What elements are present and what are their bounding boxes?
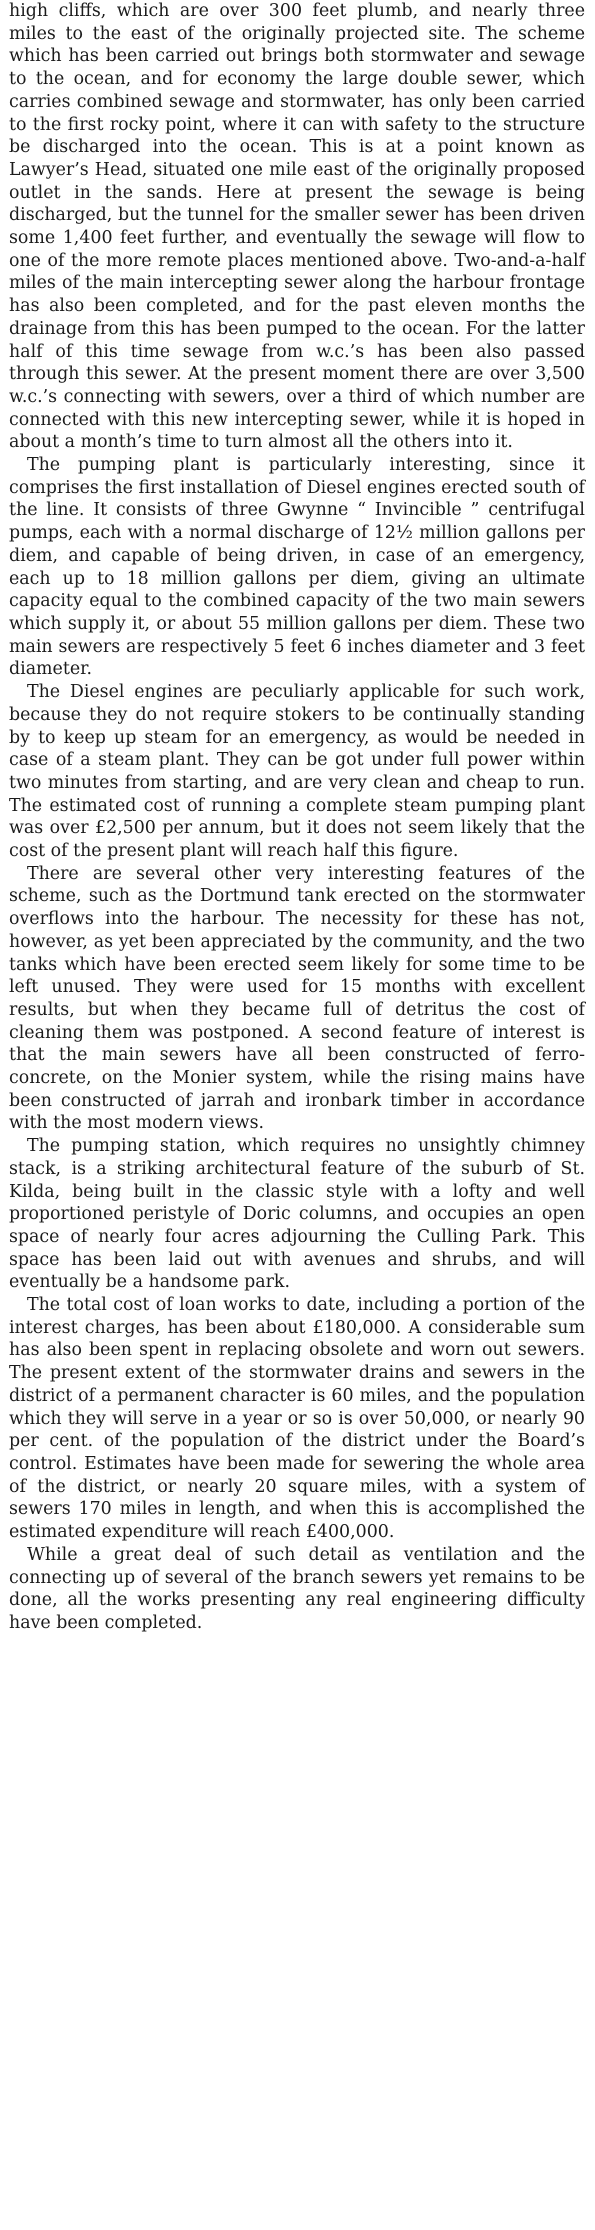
paragraph-diesel-engines: The Diesel engines are peculiarly applicable for such work, because they do not require stokers to be continually standing by to keep up steam for an emergency, as would be needed in case of a steam plant. They can be got under full power within two minutes from starting, and are very clean and cheap to run. The estimated cost of running a complete steam pumping plant was over £2,500 per annum, but it does not seem likely that the cost of the present plant will reach half this figure.	[9, 682, 585, 862]
paragraph-pumping-plant: The pumping plant is particularly interesting, since it comprises the first installation of Diesel engines erected south of the line. It consists of three Gwynne “ Invincible ” centrifugal pumps, each with a normal discharge of 12½ million gallons per diem, and capable of being driven, in case of an emergency, each up to 18 million gallons per diem, giving an ultimate capacity equal to the combined capacity of the two main sewers which supply it, or about 55 million gallons per diem. These two main sewers are respectively 5 feet 6 inches diameter and 3 feet diameter.	[9, 455, 585, 680]
paragraph-conclusion: While a great deal of such detail as ventilation and the connecting up of several of the branch sewers yet remains to be done, all the works presenting any real engineering difficulty have been completed.	[9, 1544, 585, 1633]
paragraph-pumping-station: The pumping station, which requires no unsightly chimney stack, is a striking architectural feature of the suburb of St. Kilda, being built in the classic style with a lofty and well proportioned peristyle of Doric columns, and occupies an open space of nearly four acres adjourning the Culling Park. This space has been laid out with avenues and shrubs, and will eventually be a handsome park.	[9, 1136, 585, 1293]
paragraph-total-cost: The total cost of loan works to date, including a portion of the interest charges, has been about £180,000. A considerable sum has also been spent in replacing obsolete and worn out sewers. The present extent of the stormwater drains and sewers in the district of a permanent character is 60 miles, and the population which they will serve in a year or so is over 50,000, or nearly 90 per cent. of the population of the district under the Board’s control. Estimates have been made for sewering the whole area of the district, or nearly 20 square miles, with a system of sewers 170 miles in length, and when this is accomplished the estimated expenditure will reach £400,000.	[9, 1295, 585, 1543]
paragraph-outfall-scheme: high cliffs, which are over 300 feet plumb, and nearly three miles to the east of the originally projected site. The scheme which has been carried out brings both stormwater and sewage to the ocean, and for economy the large double sewer, which carries combined sewage and stormwater, has only been carried to the first rocky point, where it can with safety to the structure be discharged into the ocean. This is at a point known as Lawyer’s Head, situated one mile east of the originally proposed outlet in the sands. Here at present the sewage is being discharged, but the tunnel for the smaller sewer has been driven some 1,400 feet further, and eventually the sewage will flow to one of the more remote places mentioned above. Two-and-a-half miles of the main intercepting sewer along the harbour frontage has also been completed, and for the past eleven months the drainage from this has been pumped to the ocean. For the latter half of this time sewage from w.c.’s has been also passed through this sewer. At the present moment there are over 3,500 w.c.’s connecting with sewers, over a third of which number are connected with this new intercepting sewer, while it is hoped in about a month’s time to turn almost all the others into it.	[9, 1, 585, 453]
paragraph-other-features: There are several other very interesting features of the scheme, such as the Dortmund tank erected on the stormwater overflows into the harbour. The necessity for these has not, however, as yet been appreciated by the community, and the two tanks which have been erected seem likely for some time to be left unused. They were used for 15 months with excellent results, but when they became full of detritus the cost of cleaning them was postponed. A second feature of interest is that the main sewers have all been constructed of ferro-concrete, on the Monier system, while the rising mains have been constructed of jarrah and ironbark timber in accordance with the most modern views.	[9, 863, 585, 1134]
